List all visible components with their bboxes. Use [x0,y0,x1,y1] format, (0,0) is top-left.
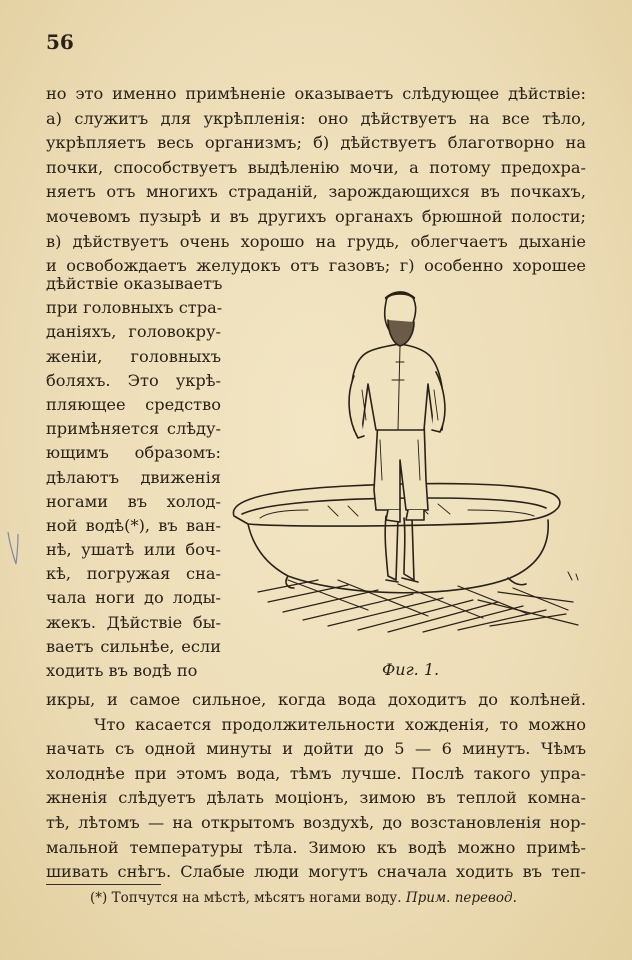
text-line: тѣ, лѣтомъ — на открытомъ воздухѣ, до возстановленія нор- [46,812,586,832]
wrapped-text-column [46,272,221,683]
text-line: нѣ, ушатѣ или боч- [46,540,221,560]
text-line: примѣняется слѣду- [46,419,221,439]
text-line: чала ноги до лоды- [46,588,221,608]
text-line: пляющее средство [46,394,221,414]
text-line: в) дѣйствуетъ очень хорошо на грудь, облегчаетъ дыханіе [46,231,586,251]
page-number: 56 [46,30,74,54]
text-line: ющимъ образомъ: [46,443,221,463]
text-line: ной водѣ(*), въ ван- [46,515,221,535]
text-line: няетъ отъ многихъ страданій, зарождающихся въ почкахъ, [46,182,586,202]
text-line: укрѣпляетъ весь организмъ; б) дѣйствуетъ благотворно на [46,133,586,153]
lower-paragraph [46,688,586,885]
text-line: ногами въ холод- [46,491,221,511]
figure-man-standing-in-bathtub [228,280,586,650]
text-line: женіи, головныхъ [46,346,221,366]
text-line: жненія слѣдуетъ дѣлать моціонъ, зимою въ теплой комна- [46,788,586,808]
text-line: ходить въ водѣ по [46,661,198,680]
floor-hatching [258,580,578,632]
footnote-translator-note: Прим. перевод. [405,890,517,906]
footnote-marker: (*) [90,890,108,906]
text-line: шивать снѣгъ. Слабые люди могутъ сначала ходить въ теп- [46,862,586,882]
text-line: начать съ одной минуты и дойти до 5 — 6 минутъ. Чѣмъ [46,739,586,759]
text-line: мальной температуры тѣла. Зимою къ водѣ можно примѣ- [46,837,586,857]
text-line: боляхъ. Это укрѣ- [46,370,221,390]
text-line: холоднѣе при этомъ вода, тѣмъ лучше. Послѣ такого упра- [46,763,586,783]
footnote-text: Топчутся на мѣстѣ, мѣсятъ ногами воду. [111,890,402,906]
text-line: почки, способствуетъ выдѣленію мочи, а потому предохра- [46,157,586,177]
text-line: при головныхъ стра- [46,298,223,318]
top-paragraph [46,82,586,279]
text-line: дѣлаютъ движенія [46,467,221,487]
text-line: кѣ, погружая сна- [46,564,221,584]
footnote-rule [46,884,161,885]
figure-caption: Фиг. 1. [382,660,440,679]
text-line: а) служитъ для укрѣпленія: оно дѣйствуетъ на все тѣло, [46,108,586,128]
text-line: дѣйствіе оказываетъ [46,274,223,293]
text-line: даніяхъ, головокру- [46,322,221,342]
pencil-margin-mark [6,528,20,568]
text-line: но это именно примѣненіе оказываетъ слѣдующее дѣйствіе: [46,84,586,103]
text-line: ваетъ сильнѣе, если [46,636,221,656]
text-line: мочевомъ пузырѣ и въ другихъ органахъ брюшной полости; [46,206,586,226]
text-line: икры, и самое сильное, когда вода доходитъ до колѣней. [46,690,586,709]
footnote [90,890,517,906]
text-line: и освобождаетъ желудокъ отъ газовъ; г) особенно хорошее [46,256,586,276]
text-line: Что касается продолжительности хожденія, то можно [94,714,586,734]
text-line: жекъ. Дѣйствіе бы- [46,612,221,632]
